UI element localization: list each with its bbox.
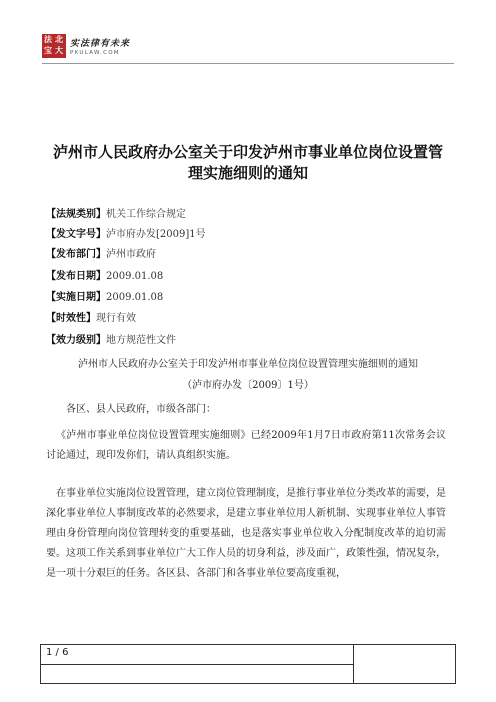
meta-value: 泸市府办发[2009]1号 bbox=[106, 229, 206, 240]
footer-left-cell bbox=[41, 645, 354, 683]
meta-doc-number bbox=[46, 228, 206, 242]
meta-label: 【发布日期】 bbox=[46, 271, 106, 282]
salutation: 各区、县人民政府，市级各部门： bbox=[66, 404, 216, 415]
seal-char: 宝 bbox=[44, 46, 52, 55]
doc-heading: 泸州市人民政府办公室关于印发泸州市事业单位岗位设置管理实施细则的通知 bbox=[78, 359, 418, 370]
meta-label: 【发文字号】 bbox=[46, 229, 106, 240]
document-title bbox=[40, 142, 456, 184]
footer-right-cell bbox=[354, 645, 455, 683]
title-line-2: 理实施细则的通知 bbox=[187, 164, 308, 182]
paragraph-1: 《泸州市事业单位岗位设置管理实施细则》已经2009年1月7日市政府第11次常务会议讨论通过，现印发你们，请认真组织实施。 bbox=[46, 430, 446, 461]
meta-label: 【法规类别】 bbox=[46, 209, 106, 220]
meta-value: 机关工作综合规定 bbox=[106, 209, 186, 220]
title-line-1: 泸州市人民政府办公室关于印发泸州市事业单位岗位设置管 bbox=[52, 143, 443, 161]
paragraph-2: 在事业单位实施岗位设置管理，建立岗位管理制度，是推行事业单位分类改革的需要，是深化事业单位人事制度改革的必然要求，是建立事业单位用人新机制、实现事业单位人事管理由身份管理向岗位管理转变的重要基础，也是落实事业单位收入分配制度改革的迫切需要。这项工作关系到事业单位广大工作人员的切身利益，涉及面广，政策性强，情况复杂，是一项十分艰巨的任务。各区县、各部门和各事业单位要高度重视， bbox=[46, 488, 446, 579]
pkulaw-logo bbox=[42, 34, 130, 58]
footer-row-divider bbox=[41, 664, 353, 665]
doc-number: （泸市府办发〔2009〕1号） bbox=[182, 380, 314, 391]
seal-char: 法 bbox=[44, 35, 52, 44]
meta-label: 【实施日期】 bbox=[46, 292, 106, 303]
meta-effective-date bbox=[46, 291, 163, 305]
logo-name-cn: 实法律有未来 bbox=[70, 39, 131, 49]
logo-seal-icon bbox=[42, 34, 66, 58]
meta-value: 现行有效 bbox=[96, 313, 136, 324]
meta-value: 2009.01.08 bbox=[106, 271, 164, 282]
meta-label: 【发布部门】 bbox=[46, 249, 106, 260]
page-number: 1 / 6 bbox=[46, 647, 69, 658]
logo-text bbox=[70, 36, 130, 56]
meta-category bbox=[46, 208, 186, 222]
page-footer bbox=[40, 644, 456, 684]
meta-level bbox=[46, 334, 176, 348]
meta-label: 【效力级别】 bbox=[46, 335, 106, 346]
logo-name-en: PKULAW.COM bbox=[70, 50, 120, 56]
meta-publish-date bbox=[46, 270, 163, 284]
meta-department bbox=[46, 248, 156, 262]
header-divider bbox=[42, 63, 454, 64]
meta-label: 【时效性】 bbox=[46, 313, 96, 324]
seal-char: 北 bbox=[55, 35, 63, 44]
seal-char: 大 bbox=[55, 46, 63, 55]
meta-value: 2009.01.08 bbox=[106, 292, 164, 303]
meta-value: 泸州市政府 bbox=[106, 249, 156, 260]
meta-value: 地方规范性文件 bbox=[106, 335, 176, 346]
meta-validity bbox=[46, 312, 136, 326]
